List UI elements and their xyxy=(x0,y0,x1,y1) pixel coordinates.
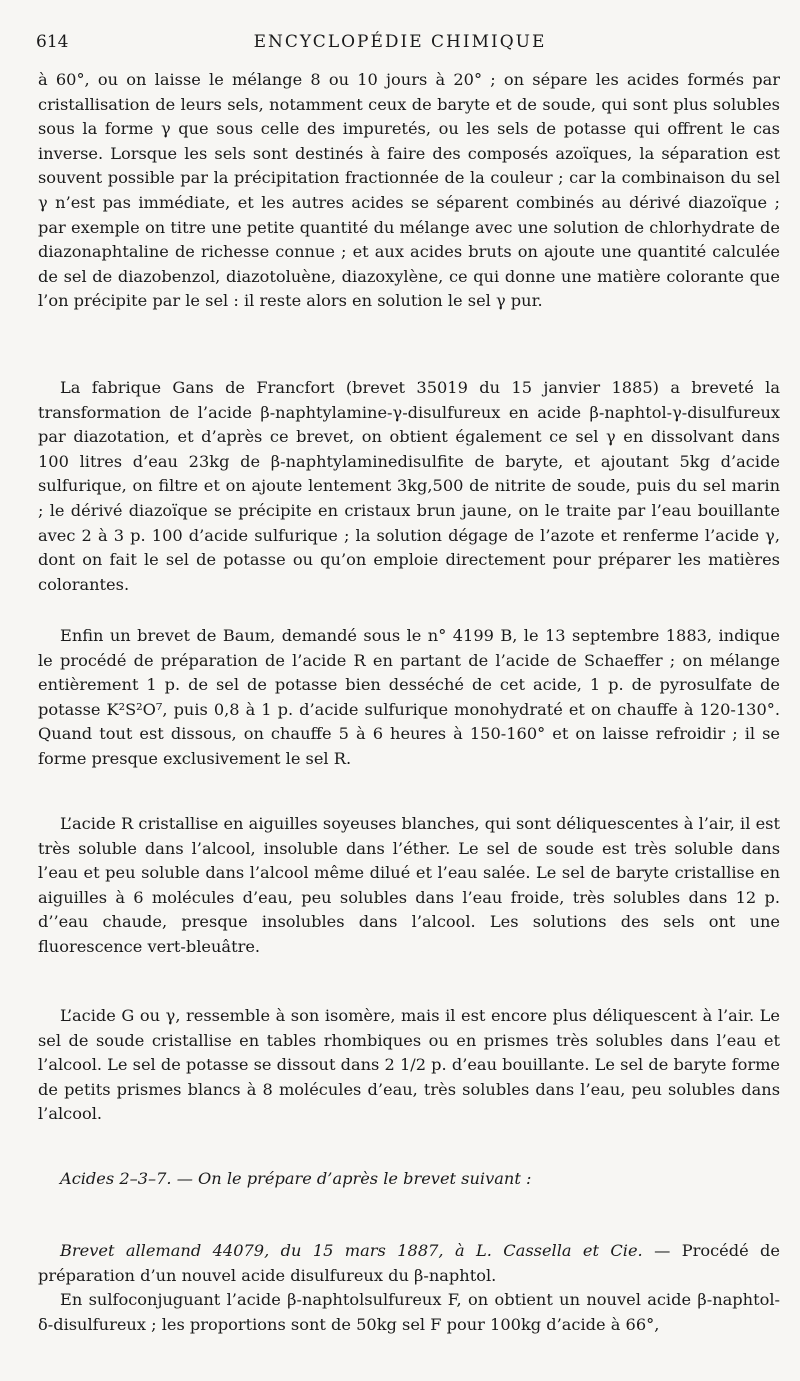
brevet-intro: Brevet allemand 44079, du 15 mars 1887, à L. Cassella et Cie. xyxy=(60,1241,643,1260)
brevet-continuation-text: En sulfoconjuguant l’acide β-naphtolsulfureux F, on obtient un nouvel acide β-naphtol-δ-disulfureux ; les proportions sont de 50kg sel F pour 100kg d’acide à 66°, xyxy=(38,1290,780,1334)
page-number: 614 xyxy=(36,32,69,52)
brevet-text xyxy=(38,1239,780,1288)
paragraph-text: L’acide G ou γ, ressemble à son isomère, mais il est encore plus déliquescent à l’air. Le sel de soude cristallise en tables rhombiques ou en prismes très solubles dans l’eau et l’alcool. Le sel de potasse se dissout dans 2 1/2 p. d’eau bouillante. Le sel de baryte forme de petits prismes blancs à 8 molécules d’eau, très solubles dans l’eau, peu solubles dans l’alcool. xyxy=(38,1006,780,1124)
running-title: ENCYCLOPÉDIE CHIMIQUE xyxy=(253,32,547,52)
brevet-description: — Procédé de préparation d’un nouvel acide disulfureux du β-naphtol. xyxy=(38,1241,780,1285)
section-heading xyxy=(38,1167,780,1192)
page-header xyxy=(36,32,764,58)
paragraph-3 xyxy=(38,624,780,772)
paragraph-text: Enfin un brevet de Baum, demandé sous le n° 4199 B, le 13 septembre 1883, indique le procédé de préparation de l’acide R en partant de l’acide de Schaeffer ; on mélange entièrement 1 p. de sel de potasse bien desséché de cet acide, 1 p. de pyrosulfate de potasse K²S²O⁷, puis 0,8 à 1 p. d’acide sulfurique monohydraté et on chauffe à 120-130°. Quand tout est dissous, on chauffe 5 à 6 heures à 150-160° et on laisse refroidir ; il se forme presque exclusivement le sel R. xyxy=(38,626,780,768)
paragraph-5 xyxy=(38,1004,780,1127)
paragraph-1 xyxy=(38,68,780,314)
paragraph-4 xyxy=(38,812,780,960)
paragraph-text: à 60°, ou on laisse le mélange 8 ou 10 jours à 20° ; on sépare les acides formés par cristallisation de leurs sels, notamment ceux de baryte et de soude, qui sont plus solubles sous la forme γ que sous celle des impuretés, ou les sels de potasse qui offrent le cas inverse. Lorsque les sels sont destinés à faire des composés azoïques, la séparation est souvent possible par la précipitation fractionnée de la couleur ; car la combinaison du sel γ n’est pas immédiate, et les autres acides se séparent combinés au dérivé diazoïque ; par exemple on titre une petite quantité du mélange avec une solution de chlorhydrate de diazonaphtaline de richesse connue ; et aux acides bruts on ajoute une quantité calculée de sel de diazobenzol, diazotoluène, diazoxylène, ce qui donne une matière colorante que l’on précipite par le sel : il reste alors en solution le sel γ pur. xyxy=(38,70,780,311)
brevet-continuation xyxy=(38,1288,780,1337)
paragraph-text: L’acide R cristallise en aiguilles soyeuses blanches, qui sont déliquescentes à l’air, il est très soluble dans l’alcool, insoluble dans l’éther. Le sel de soude est très soluble dans l’eau et peu soluble dans l’alcool même dilué et l’eau salée. Le sel de baryte cristallise en aiguilles à 6 molécules d’eau, peu solubles dans l’eau froide, très solubles dans 12 p. d’’eau chaude, presque insolubles dans l’alcool. Les solutions des sels ont une fluorescence vert-bleuâtre. xyxy=(38,814,780,956)
paragraph-text: La fabrique Gans de Francfort (brevet 35019 du 15 janvier 1885) a breveté la transformation de l’acide β-naphtylamine-γ-disulfureux en acide β-naphtol-γ-disulfureux par diazotation, et d’après ce brevet, on obtient également ce sel γ en dissolvant dans 100 litres d’eau 23kg de β-naphtylaminedisulfite de baryte, et ajoutant 5kg d’acide sulfurique, on filtre et on ajoute lentement 3kg,500 de nitrite de soude, puis du sel marin ; le dérivé diazoïque se précipite en cristaux brun jaune, on le traite par l’eau bouillante avec 2 à 3 p. 100 d’acide sulfurique ; la solution dégage de l’azote et renferme l’acide γ, dont on fait le sel de potasse ou qu’on emploie directement pour préparer les matières colorantes. xyxy=(38,378,780,594)
section-heading-text: Acides 2–3–7. — On le prépare d’après le brevet suivant : xyxy=(60,1169,532,1188)
brevet-paragraph xyxy=(38,1239,780,1288)
paragraph-2 xyxy=(38,376,780,597)
